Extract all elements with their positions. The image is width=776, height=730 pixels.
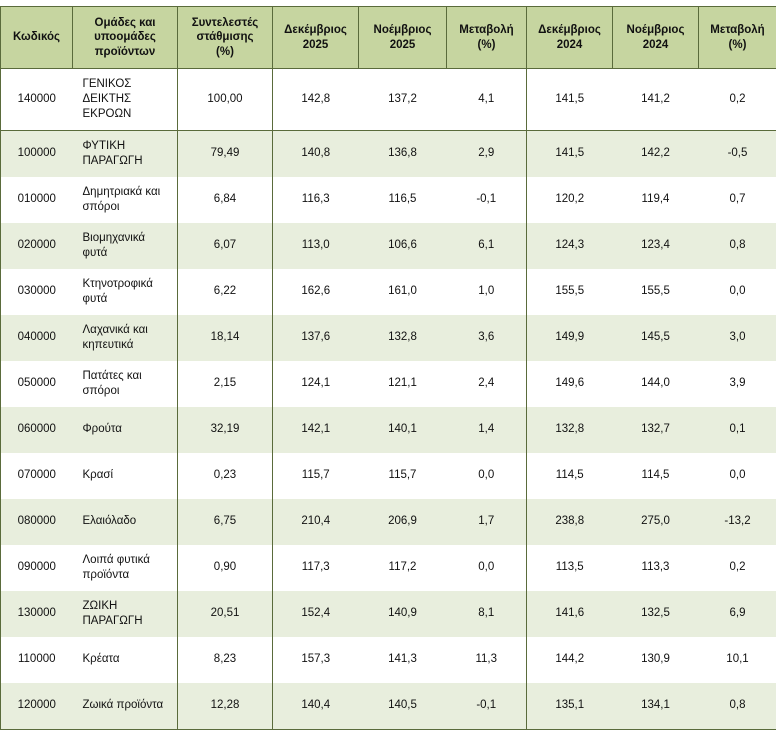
table-row — [1, 315, 776, 361]
cell-december-2024: 144,2 — [527, 637, 613, 683]
cell-product-group: Κρέατα — [73, 637, 178, 683]
cell-change-2025: 0,0 — [447, 545, 527, 591]
cell-weight: 79,49 — [178, 131, 273, 177]
column-header-code: Κωδικός — [1, 7, 73, 69]
cell-november-2025: 121,1 — [359, 361, 447, 407]
cell-product-group: Πατάτες και σπόροι — [73, 361, 178, 407]
cell-november-2024: 113,3 — [613, 545, 699, 591]
cell-change-2024: 0,0 — [699, 453, 776, 499]
cell-november-2025: 137,2 — [359, 69, 447, 131]
cell-change-2024: 0,1 — [699, 407, 776, 453]
cell-november-2024: 141,2 — [613, 69, 699, 131]
cell-december-2025: 152,4 — [273, 591, 359, 637]
table-row — [1, 361, 776, 407]
cell-weight: 18,14 — [178, 315, 273, 361]
cell-code: 120000 — [1, 683, 73, 729]
cell-december-2024: 141,6 — [527, 591, 613, 637]
cell-weight: 2,15 — [178, 361, 273, 407]
cell-change-2025: 1,4 — [447, 407, 527, 453]
table-row — [1, 453, 776, 499]
cell-weight: 100,00 — [178, 69, 273, 131]
cell-weight: 6,07 — [178, 223, 273, 269]
cell-november-2025: 141,3 — [359, 637, 447, 683]
cell-code: 060000 — [1, 407, 73, 453]
cell-change-2025: 3,6 — [447, 315, 527, 361]
cell-weight: 6,22 — [178, 269, 273, 315]
cell-product-group: Βιομηχανικά φυτά — [73, 223, 178, 269]
cell-change-2024: 3,9 — [699, 361, 776, 407]
cell-december-2025: 137,6 — [273, 315, 359, 361]
cell-november-2025: 206,9 — [359, 499, 447, 545]
table-body — [1, 69, 776, 729]
table-row — [1, 69, 776, 131]
cell-code: 050000 — [1, 361, 73, 407]
cell-weight: 6,75 — [178, 499, 273, 545]
column-header-november-2024: Νοέμβριος 2024 — [613, 7, 699, 69]
cell-december-2025: 124,1 — [273, 361, 359, 407]
cell-change-2024: 0,7 — [699, 177, 776, 223]
table-row — [1, 407, 776, 453]
cell-november-2024: 134,1 — [613, 683, 699, 729]
cell-product-group: Λαχανικά και κηπευτικά — [73, 315, 178, 361]
cell-december-2025: 142,1 — [273, 407, 359, 453]
cell-change-2025: 1,7 — [447, 499, 527, 545]
cell-november-2025: 161,0 — [359, 269, 447, 315]
cell-change-2024: 0,2 — [699, 69, 776, 131]
cell-change-2024: 0,8 — [699, 683, 776, 729]
cell-weight: 12,28 — [178, 683, 273, 729]
cell-product-group: ΦΥΤΙΚΗ ΠΑΡΑΓΩΓΗ — [73, 131, 178, 177]
cell-change-2025: 4,1 — [447, 69, 527, 131]
cell-december-2024: 124,3 — [527, 223, 613, 269]
table-row — [1, 223, 776, 269]
cell-change-2025: -0,1 — [447, 683, 527, 729]
column-header-change-2024: Μεταβολή (%) — [699, 7, 776, 69]
cell-december-2024: 238,8 — [527, 499, 613, 545]
cell-december-2024: 132,8 — [527, 407, 613, 453]
cell-product-group: ΓΕΝΙΚΟΣ ΔΕΙΚΤΗΣ ΕΚΡΟΩΝ — [73, 69, 178, 131]
cell-change-2025: 2,4 — [447, 361, 527, 407]
cell-change-2025: 8,1 — [447, 591, 527, 637]
cell-code: 110000 — [1, 637, 73, 683]
cell-december-2025: 157,3 — [273, 637, 359, 683]
cell-weight: 8,23 — [178, 637, 273, 683]
cell-product-group: Φρούτα — [73, 407, 178, 453]
cell-december-2025: 140,4 — [273, 683, 359, 729]
header-row — [1, 7, 776, 69]
cell-november-2024: 155,5 — [613, 269, 699, 315]
column-header-product-groups: Ομάδες και υποομάδες προϊόντων — [73, 7, 178, 69]
cell-product-group: Ζωικά προϊόντα — [73, 683, 178, 729]
cell-product-group: Λοιπά φυτικά προϊόντα — [73, 545, 178, 591]
table-row — [1, 637, 776, 683]
cell-change-2024: -13,2 — [699, 499, 776, 545]
cell-november-2025: 106,6 — [359, 223, 447, 269]
cell-december-2024: 113,5 — [527, 545, 613, 591]
cell-november-2024: 144,0 — [613, 361, 699, 407]
cell-code: 140000 — [1, 69, 73, 131]
cell-change-2025: 2,9 — [447, 131, 527, 177]
cell-december-2025: 116,3 — [273, 177, 359, 223]
cell-december-2024: 149,9 — [527, 315, 613, 361]
cell-november-2024: 130,9 — [613, 637, 699, 683]
cell-change-2024: 0,2 — [699, 545, 776, 591]
cell-change-2024: 10,1 — [699, 637, 776, 683]
table-header — [1, 7, 776, 69]
cell-change-2024: 0,0 — [699, 269, 776, 315]
cell-code: 040000 — [1, 315, 73, 361]
cell-december-2025: 113,0 — [273, 223, 359, 269]
column-header-december-2025: Δεκέμβριος 2025 — [273, 7, 359, 69]
cell-change-2025: 0,0 — [447, 453, 527, 499]
cell-code: 020000 — [1, 223, 73, 269]
column-header-december-2024: Δεκέμβριος 2024 — [527, 7, 613, 69]
cell-weight: 0,23 — [178, 453, 273, 499]
cell-code: 010000 — [1, 177, 73, 223]
cell-change-2024: -0,5 — [699, 131, 776, 177]
cell-december-2024: 155,5 — [527, 269, 613, 315]
table-row — [1, 499, 776, 545]
cell-weight: 0,90 — [178, 545, 273, 591]
cell-november-2024: 132,5 — [613, 591, 699, 637]
cell-november-2024: 275,0 — [613, 499, 699, 545]
cell-december-2024: 141,5 — [527, 69, 613, 131]
cell-november-2024: 119,4 — [613, 177, 699, 223]
cell-november-2025: 132,8 — [359, 315, 447, 361]
cell-product-group: ΖΩΙΚΗ ΠΑΡΑΓΩΓΗ — [73, 591, 178, 637]
table-row — [1, 545, 776, 591]
cell-december-2024: 114,5 — [527, 453, 613, 499]
cell-november-2025: 140,5 — [359, 683, 447, 729]
cell-change-2025: -0,1 — [447, 177, 527, 223]
cell-december-2025: 142,8 — [273, 69, 359, 131]
cell-code: 030000 — [1, 269, 73, 315]
cell-weight: 32,19 — [178, 407, 273, 453]
cell-change-2024: 3,0 — [699, 315, 776, 361]
cell-code: 070000 — [1, 453, 73, 499]
cell-weight: 6,84 — [178, 177, 273, 223]
agricultural-price-index-table — [0, 6, 776, 729]
cell-december-2024: 149,6 — [527, 361, 613, 407]
column-header-weights: Συντελεστές στάθμισης (%) — [178, 7, 273, 69]
cell-product-group: Δημητριακά και σπόροι — [73, 177, 178, 223]
table-row — [1, 683, 776, 729]
cell-code: 090000 — [1, 545, 73, 591]
cell-november-2024: 123,4 — [613, 223, 699, 269]
cell-november-2024: 132,7 — [613, 407, 699, 453]
cell-product-group: Ελαιόλαδο — [73, 499, 178, 545]
cell-december-2025: 117,3 — [273, 545, 359, 591]
cell-november-2024: 142,2 — [613, 131, 699, 177]
cell-november-2025: 117,2 — [359, 545, 447, 591]
cell-december-2025: 210,4 — [273, 499, 359, 545]
cell-november-2025: 136,8 — [359, 131, 447, 177]
cell-change-2024: 6,9 — [699, 591, 776, 637]
cell-code: 080000 — [1, 499, 73, 545]
cell-november-2024: 114,5 — [613, 453, 699, 499]
cell-product-group: Κτηνοτροφικά φυτά — [73, 269, 178, 315]
cell-december-2024: 120,2 — [527, 177, 613, 223]
table-row — [1, 177, 776, 223]
cell-november-2025: 115,7 — [359, 453, 447, 499]
cell-code: 130000 — [1, 591, 73, 637]
column-header-november-2025: Νοέμβριος 2025 — [359, 7, 447, 69]
table-row — [1, 269, 776, 315]
table-bottom-rule — [0, 729, 776, 730]
cell-november-2024: 145,5 — [613, 315, 699, 361]
cell-change-2025: 11,3 — [447, 637, 527, 683]
cell-november-2025: 140,1 — [359, 407, 447, 453]
cell-code: 100000 — [1, 131, 73, 177]
table-row — [1, 591, 776, 637]
cell-december-2025: 115,7 — [273, 453, 359, 499]
cell-november-2025: 116,5 — [359, 177, 447, 223]
table-row — [1, 131, 776, 177]
cell-december-2025: 140,8 — [273, 131, 359, 177]
cell-december-2024: 141,5 — [527, 131, 613, 177]
cell-december-2024: 135,1 — [527, 683, 613, 729]
cell-weight: 20,51 — [178, 591, 273, 637]
cell-december-2025: 162,6 — [273, 269, 359, 315]
cell-change-2024: 0,8 — [699, 223, 776, 269]
cell-change-2025: 1,0 — [447, 269, 527, 315]
column-header-change-2025: Μεταβολή (%) — [447, 7, 527, 69]
cell-product-group: Κρασί — [73, 453, 178, 499]
cell-change-2025: 6,1 — [447, 223, 527, 269]
cell-november-2025: 140,9 — [359, 591, 447, 637]
